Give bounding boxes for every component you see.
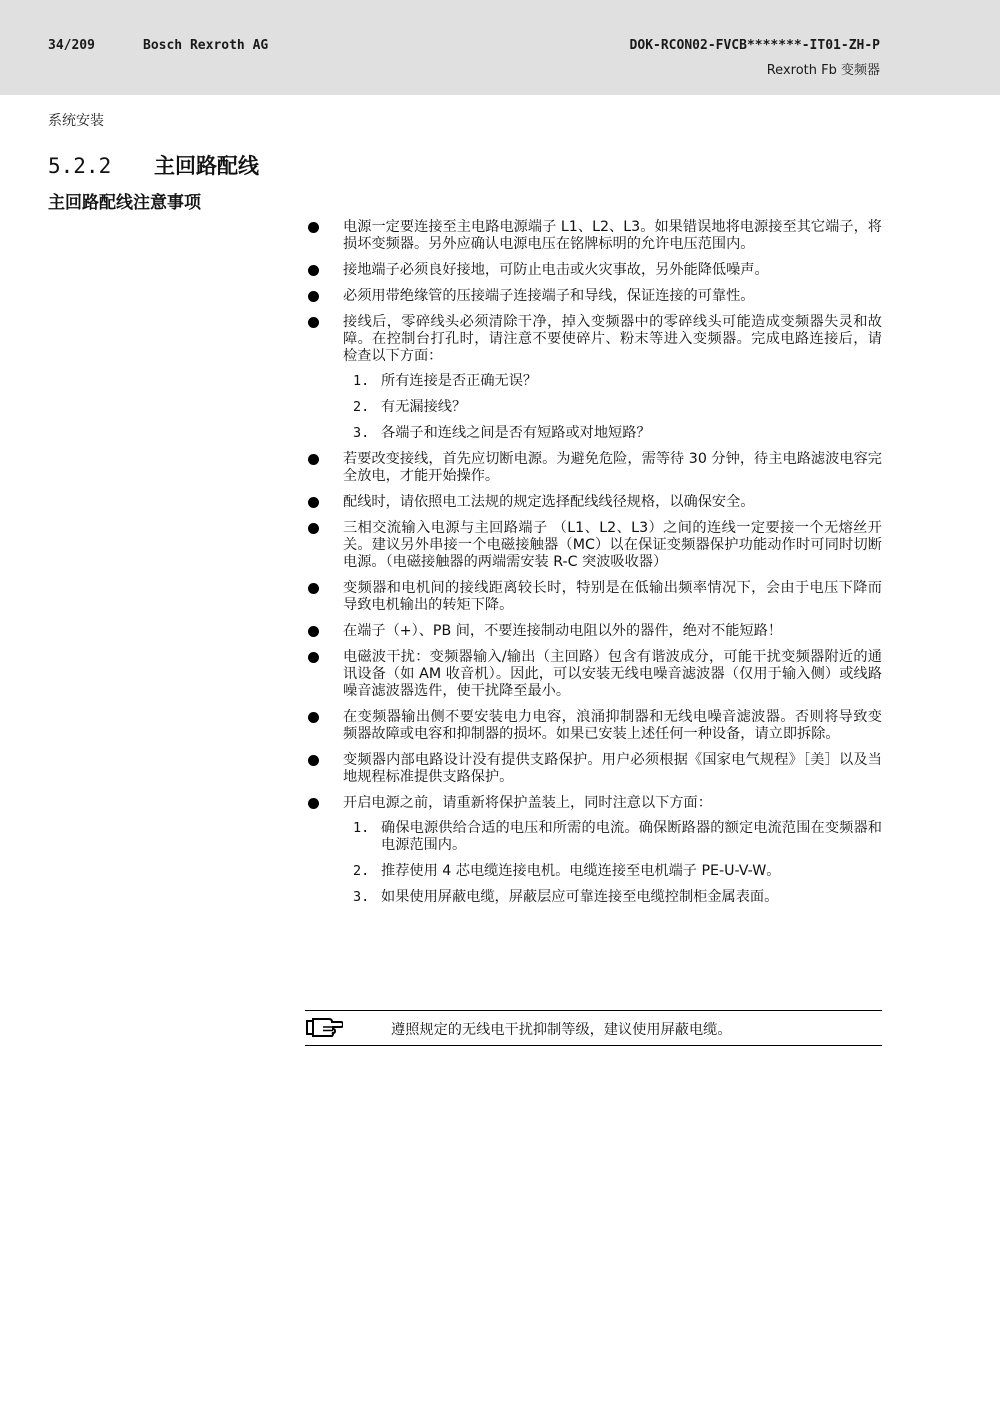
sub-item-text: 所有连接是否正确无误？ (381, 373, 538, 389)
bullet-dot-icon (308, 291, 319, 302)
bullet-item (305, 752, 882, 786)
bullet-text: 若要改变接线，首先应切断电源。为避免危险，需等待 30 分钟，待主电路滤波电容完全放电，才能开始操作。 (343, 451, 882, 484)
bullet-item (305, 219, 882, 253)
bullet-dot-icon (308, 755, 319, 766)
sub-list-item (343, 820, 882, 854)
sub-item-number: 2. (353, 399, 370, 415)
bullet-item (305, 314, 882, 442)
bullet-item (305, 494, 882, 511)
sub-item-number: 1. (353, 373, 370, 389)
page-header (0, 0, 1000, 95)
bullet-dot-icon (308, 523, 319, 534)
bullet-dot-icon (308, 798, 319, 809)
page-number: 34/209 (48, 38, 95, 53)
sub-list (343, 820, 882, 906)
bullet-item (305, 288, 882, 305)
bullet-text: 变频器和电机间的接线距离较长时，特别是在低输出频率情况下，会由于电压下降而导致电机输出的转矩下降。 (343, 580, 882, 613)
sub-heading: 主回路配线注意事项 (48, 193, 201, 213)
bullet-dot-icon (308, 265, 319, 276)
bullet-text: 接线后，零碎线头必须清除干净，掉入变频器中的零碎线头可能造成变频器失灵和故障。在控制台打孔时，请注意不要使碎片、粉末等进入变频器。完成电路连接后，请检查以下方面： (343, 314, 882, 364)
bullet-item (305, 795, 882, 906)
bullet-text: 开启电源之前，请重新将保护盖装上，同时注意以下方面： (343, 795, 712, 811)
bullet-dot-icon (308, 497, 319, 508)
bullet-item (305, 623, 882, 640)
bullet-dot-icon (308, 454, 319, 465)
sub-item-number: 3. (353, 889, 370, 905)
sub-list-item (343, 863, 882, 880)
sub-item-text: 有无漏接线？ (381, 399, 467, 415)
bullet-text: 必须用带绝缘管的压接端子连接端子和导线，保证连接的可靠性。 (343, 288, 755, 304)
product-name: Rexroth Fb 变频器 (766, 63, 880, 78)
sub-list-item (343, 399, 882, 416)
sub-list-item (343, 889, 882, 906)
bullet-text: 配线时，请依照电工法规的规定选择配线线径规格，以确保安全。 (343, 494, 755, 510)
bullet-dot-icon (308, 626, 319, 637)
company-name: Bosch Rexroth AG (143, 38, 269, 53)
note-text: 遵照规定的无线电干扰抑制等级，建议使用屏蔽电缆。 (391, 1022, 732, 1038)
bullet-text: 接地端子必须良好接地，可防止电击或火灾事故，另外能降低噪声。 (343, 262, 769, 278)
sub-item-text: 推荐使用 4 芯电缆连接电机。电缆连接至电机端子 PE-U-V-W。 (381, 863, 781, 879)
bullet-text: 电磁波干扰：变频器输入/输出（主回路）包含有谐波成分，可能干扰变频器附近的通讯设备（如 AM 收音机）。因此，可以安装无线电噪音滤波器（仅用于输入侧）或线路噪音滤波器选件，使干扰降至最小。 (343, 649, 882, 699)
sub-item-number: 2. (353, 863, 370, 879)
section-heading (48, 150, 259, 180)
bullet-dot-icon (308, 712, 319, 723)
bullet-dot-icon (308, 652, 319, 663)
bullet-item (305, 580, 882, 614)
bullet-dot-icon (308, 317, 319, 328)
bullet-text: 三相交流输入电源与主回路端子 （L1、L2、L3）之间的连线一定要接一个无熔丝开关。建议另外串接一个电磁接触器（MC）以在保证变频器保护功能动作时可同时切断电源。（电磁接触器的两端需安装 R-C 突波吸收器） (343, 520, 882, 570)
bullet-text: 在端子（+）、PB 间，不要连接制动电阻以外的器件，绝对不能短路！ (343, 623, 783, 639)
bullet-item (305, 649, 882, 700)
section-number: 5.2.2 (48, 154, 112, 178)
sub-item-number: 1. (353, 820, 370, 836)
section-label: 系统安装 (48, 113, 104, 129)
bullet-dot-icon (308, 222, 319, 233)
sub-list-item (343, 373, 882, 390)
sub-item-number: 3. (353, 425, 370, 441)
sub-list (343, 373, 882, 442)
sub-item-text: 各端子和连线之间是否有短路或对地短路？ (381, 425, 651, 441)
bullet-dot-icon (308, 583, 319, 594)
bullet-item (305, 262, 882, 279)
bullet-text: 电源一定要连接至主电路电源端子 L1、L2、L3。如果错误地将电源接至其它端子，将损坏变频器。另外应确认电源电压在铭牌标明的允许电压范围内。 (343, 219, 882, 252)
document-id: DOK-RCON02-FVCB*******-IT01-ZH-P (629, 38, 880, 53)
bullet-item (305, 520, 882, 571)
bullet-item (305, 709, 882, 743)
bullet-list (305, 219, 882, 915)
sub-list-item (343, 425, 882, 442)
sub-item-text: 确保电源供给合适的电压和所需的电流。确保断路器的额定电流范围在变频器和电源范围内。 (381, 820, 882, 853)
pointing-hand-icon (305, 1017, 343, 1037)
bullet-item (305, 451, 882, 485)
bullet-text: 变频器内部电路设计没有提供支路保护。用户必须根据《国家电气规程》［美］以及当地规程标准提供支路保护。 (343, 752, 882, 785)
sub-item-text: 如果使用屏蔽电缆，屏蔽层应可靠连接至电缆控制柜金属表面。 (381, 889, 779, 905)
note-box (305, 1010, 882, 1046)
bullet-text: 在变频器输出侧不要安装电力电容，浪涌抑制器和无线电噪音滤波器。否则将导致变频器故障或电容和抑制器的损坏。如果已安装上述任何一种设备，请立即拆除。 (343, 709, 882, 742)
section-title: 主回路配线 (154, 154, 259, 178)
